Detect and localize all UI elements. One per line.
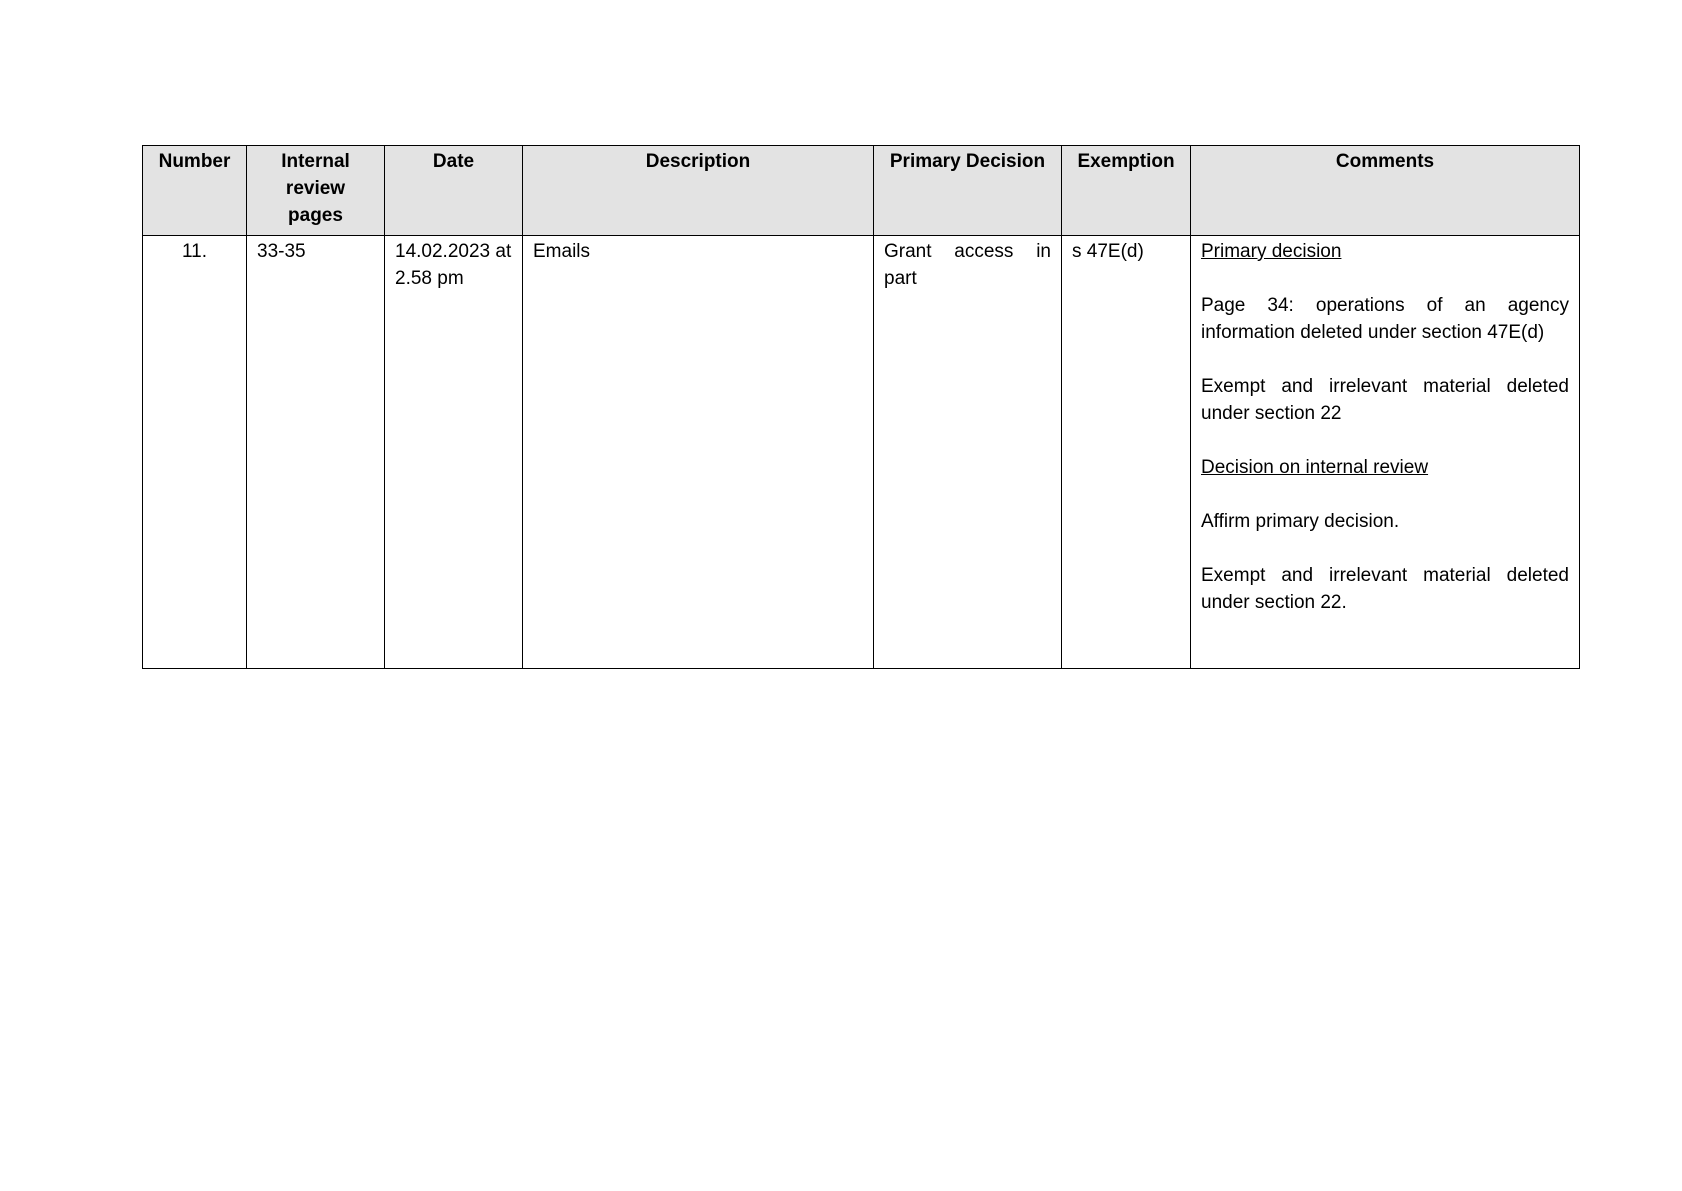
comment-review-heading: Decision on internal review	[1201, 457, 1429, 478]
comment-primary-heading: Primary decision	[1201, 241, 1342, 262]
header-description: Description	[523, 146, 874, 236]
cell-number: 11.	[143, 236, 247, 669]
header-internal-review-pages: Internal review pages	[247, 146, 385, 236]
header-date: Date	[385, 146, 523, 236]
header-exemption: Exemption	[1062, 146, 1191, 236]
comment-review-para-2: Exempt and irrelevant material deleted under section 22.	[1201, 565, 1569, 613]
cell-date: 14.02.2023 at 2.58 pm	[385, 236, 523, 669]
cell-primary-decision: Grant access in part	[874, 236, 1062, 669]
header-comments: Comments	[1191, 146, 1580, 236]
cell-description: Emails	[523, 236, 874, 669]
comment-primary-para-2: Exempt and irrelevant material deleted under section 22	[1201, 376, 1569, 424]
schedule-table	[142, 145, 1580, 669]
cell-comments	[1191, 236, 1580, 669]
header-number: Number	[143, 146, 247, 236]
comment-primary-para-1: Page 34: operations of an agency information deleted under section 47E(d)	[1201, 295, 1569, 343]
comment-review-para-1: Affirm primary decision.	[1201, 511, 1400, 532]
cell-internal-review-pages: 33-35	[247, 236, 385, 669]
cell-exemption: s 47E(d)	[1062, 236, 1191, 669]
table-row	[143, 236, 1580, 669]
header-row	[143, 146, 1580, 236]
header-primary-decision: Primary Decision	[874, 146, 1062, 236]
